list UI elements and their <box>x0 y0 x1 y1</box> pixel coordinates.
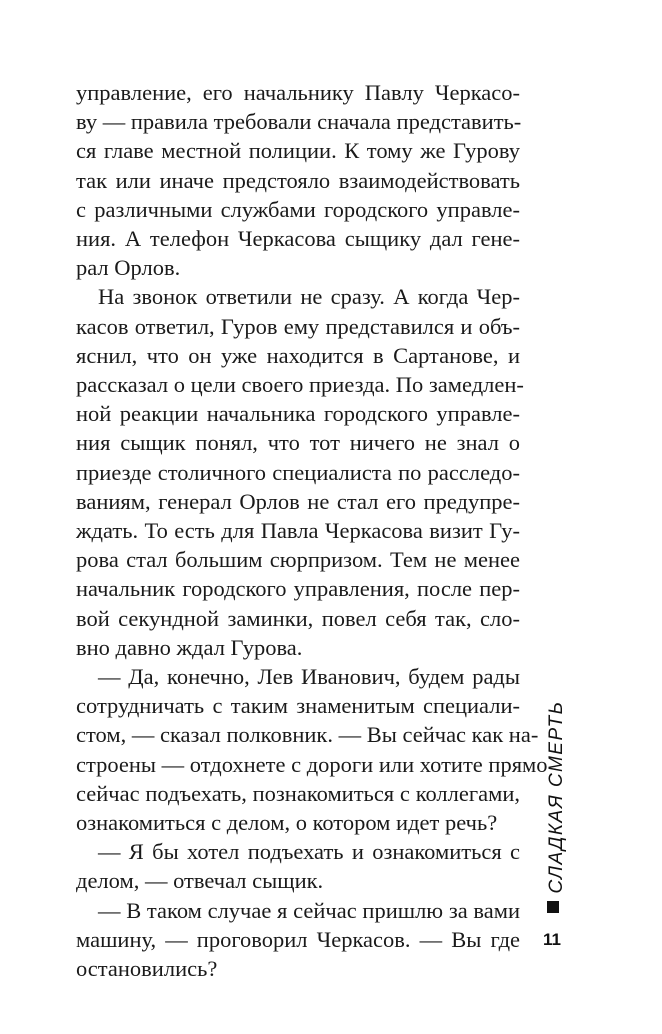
text-line: На звонок ответили не сразу. А когда Чер- <box>98 284 520 310</box>
text-line: стом, — сказал полковник. — Вы сейчас как на- <box>76 722 539 748</box>
text-line: так или иначе предстояло взаимодействовать <box>76 167 520 193</box>
text-line: рова стал большим сюрпризом. Тем не менее <box>76 547 520 573</box>
text-line: вой секундной заминки, повел себя так, сло- <box>76 605 520 631</box>
text-line: — В таком случае я сейчас пришлю за вами <box>98 897 520 923</box>
text-line: — Да, конечно, Лев Иванович, будем рады <box>98 664 520 690</box>
text-line: ния. А телефон Черкасова сыщику дал гене- <box>76 226 520 252</box>
text-line: яснил, что он уже находится в Сартанове, и <box>76 342 520 368</box>
text-line: ждать. То есть для Павла Черкасова визит Гу- <box>76 518 520 544</box>
text-line: управление, его начальнику Павлу Черкасо- <box>76 80 520 105</box>
text-line: ву — правила требовали сначала представить- <box>76 109 522 135</box>
running-head-title: СЛАДКАЯ СМЕРТЬ <box>546 700 567 894</box>
square-marker-icon <box>547 901 559 913</box>
text-line: ния сыщик понял, что тот ничего не знал о <box>76 430 520 456</box>
text-line: вно давно ждал Гурова. <box>76 634 303 660</box>
text-line: рассказал о цели своего приезда. По замедлен- <box>76 372 524 398</box>
text-line: ваниям, генерал Орлов не стал его предупре- <box>76 488 520 514</box>
running-head <box>541 700 573 894</box>
text-line: — Я бы хотел подъехать и ознакомиться с <box>98 839 520 865</box>
text-line: касов ответил, Гуров ему представился и объ- <box>76 313 520 339</box>
text-line: ся главе местной полиции. К тому же Гурову <box>76 138 520 164</box>
text-line: машину, — проговорил Черкасов. — Вы где <box>76 926 520 952</box>
page-body-text <box>76 78 548 983</box>
text-line: с различными службами городского управле- <box>76 196 520 222</box>
text-line: сейчас подъехать, познакомиться с коллегами, <box>76 780 520 806</box>
text-line: строены — отдохнете с дороги или хотите прямо <box>76 751 548 777</box>
text-line: делом, — отвечал сыщик. <box>76 868 324 894</box>
text-line: ознакомиться с делом, о котором идет речь? <box>76 810 498 836</box>
text-line: ной реакции начальника городского управле- <box>76 401 520 427</box>
text-line: рал Орлов. <box>76 255 181 281</box>
text-line: остановились? <box>76 956 218 982</box>
text-line: начальник городского управления, после пер- <box>76 576 520 602</box>
page-number: 11 <box>543 930 561 949</box>
text-line: приезде столичного специалиста по расследо- <box>76 459 520 485</box>
text-line: сотрудничать с таким знаменитым специали- <box>76 693 520 719</box>
